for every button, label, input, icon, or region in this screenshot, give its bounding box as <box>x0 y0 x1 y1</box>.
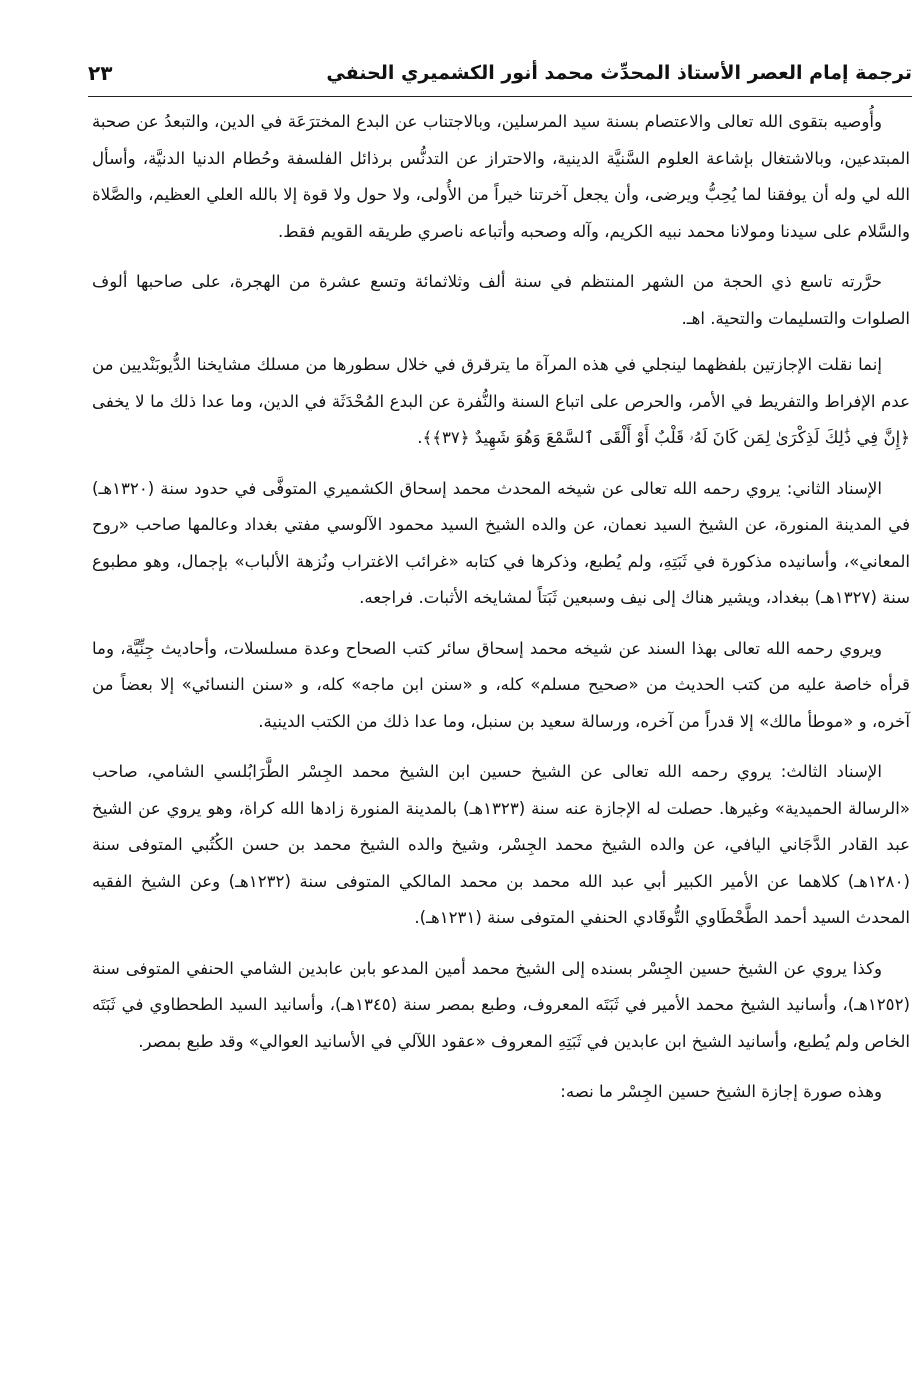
paragraph-advice: وأُوصيه بتقوى الله تعالى والاعتصام بسنة سيد المرسلين، وبالاجتناب عن البدع المخترَعَة في الدين، والتبعدُ عن صحبة المبتدعين، وبالاشتغال بإشاعة العلوم السَّنيَّة الدينية، والاحتراز عن التدنُّس برذائل الفلسفة وحُطام الدنيا الدنيَّة، وأسأل الله لي وله أن يوفقنا لما يُحِبُّ ويرضى، وأن يجعل آخرتنا خيراً من الأُولى، ولا حول ولا قوة إلا بالله العلي العظيم، والصَّلاة والسَّلام على سيدنا ومولانا محمد نبيه الكريم، وآله وصحبه وأتباعه ناصري طريقه القويم فقط. <box>92 112 910 241</box>
page-number: ٢٣ <box>88 61 113 85</box>
paragraph-third-isnad-further: وكذا يروي عن الشيخ حسين الجِسْر بسنده إلى الشيخ محمد أمين المدعو بابن عابدين الشامي الحنفي المتوفى سنة (١٢٥٢هـ)، وأسانيد الشيخ محمد الأمير في ثَبَتَه المعروف، وطبع بمصر سنة (١٣٤٥هـ)، وأسانيد السيد الطحطاوي في ثَبَتَه الخاص ولم يُطبع، وأسانيد الشيخ ابن عابدين في ثَبَتِهِ المعروف «عقود اللآلي في الأسانيد العوالي» وقد طبع بمصر. <box>92 958 910 1051</box>
paragraph-commentary: إنما نقلت الإجازتين بلفظهما لينجلي في هذه المرآة ما يترقرق في خلال سطورها من مسلك مشايخنا الدُّيوبَنْديين من عدم الإفراط والتفريط في الأمر، والحرص على اتباع السنة والنُّفرة عن البدع المُحْدَثَة في الدين، وما عدا ذلك ما لا يخفى ﴿إِنَّ فِي ذَٰلِكَ لَذِكْرَىٰ لِمَن كَانَ لَهُۥ قَلْبٌ أَوْ أَلْقَى ٱلسَّمْعَ وَهُوَ شَهِيدٌ ﴿٣٧﴾﴾. <box>92 355 910 447</box>
running-title: ترجمة إمام العصر الأستاذ المحدِّث محمد أنور الكشميري الحنفي <box>326 62 912 84</box>
paragraph-second-isnad-books: ويروي رحمه الله تعالى بهذا السند عن شيخه محمد إسحاق سائر كتب الصحاح وعدة مسلسلات، وأحاديث جِنِّيَّة، وما قرأه خاصة عليه من كتب الحديث من «صحيح مسلم» كله، و «سنن ابن ماجه» كله، و «سنن النسائي» إلا بعضاً من آخره، و «موطأ مالك» إلا قدراً من آخره، ورسالة سعيد بن سنبل، وما عدا ذلك من الكتب الدينية. <box>92 638 910 731</box>
paragraph-second-isnad: الإسناد الثاني: يروي رحمه الله تعالى عن شيخه المحدث محمد إسحاق الكشميري المتوفَّى في حدود سنة (١٣٢٠هـ) في المدينة المنورة، عن الشيخ السيد نعمان، عن والده الشيخ السيد محمود الآلوسي مفتي بغداد وعالمها صاحب «روح المعاني»، وأسانيده مذكورة في ثَبَتِهِ، ولم يُطبع، وذكرها في كتابه «غرائب الاغتراب ونُزهة الألباب» بإجمال، وهو مطبوع سنة (١٣٢٧هـ) ببغداد، ويشير هناك إلى نيف وسبعين ثَبَتاً لمشايخه الأثبات. فراجعه. <box>92 478 910 607</box>
header-rule <box>88 96 912 97</box>
paragraph-ijaza-intro: وهذه صورة إجازة الشيخ حسين الجِسْر ما نصه: <box>560 1082 882 1101</box>
page-header <box>88 58 912 98</box>
paragraph-third-isnad: الإسناد الثالث: يروي رحمه الله تعالى عن الشيخ حسين ابن الشيخ محمد الجِسْر الطَّرَابُلسي الشامي، صاحب «الرسالة الحميدية» وغيرها. حصلت له الإجازة عنه سنة (١٣٢٣هـ) بالمدينة المنورة زادها الله كراة، وهو يروي عن الشيخ عبد القادر الدَّجَاني اليافي، عن والده الشيخ محمد الجِسْر، وشيخ والده الشيخ محمد بن حسن الكُتُبي المتوفى سنة (١٢٨٠هـ) كلاهما عن الأمير الكبير أبي عبد الله محمد بن محمد المالكي المتوفى سنة (١٢٣٢هـ) وعن الشيخ الفقيه المحدث السيد أحمد الطَّحْطَاوي التُّوقَادي الحنفي المتوفى سنة (١٢٣١هـ). <box>92 762 910 927</box>
paragraph-date: حرَّرته تاسع ذي الحجة من الشهر المنتظم في سنة ألف وثلاثمائة وتسع عشرة من الهجرة، على صاحبها ألوف الصلوات والتسليمات والتحية. اهـ. <box>92 272 910 328</box>
body-text <box>92 104 910 1111</box>
